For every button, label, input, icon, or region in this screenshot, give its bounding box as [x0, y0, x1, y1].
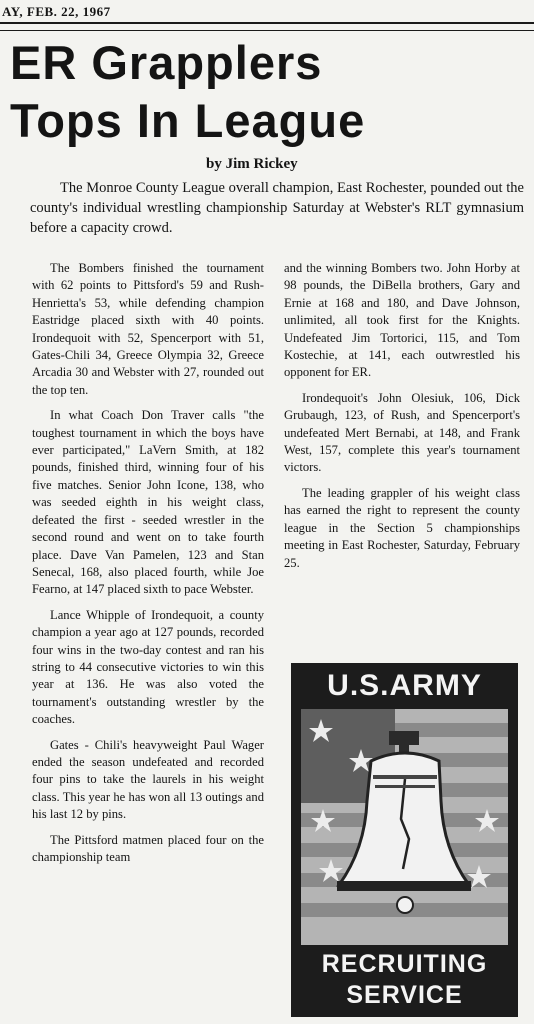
ad-recruiting-service	[291, 949, 518, 1017]
liberty-bell-icon	[301, 709, 508, 945]
byline: by Jim Rickey	[206, 156, 298, 172]
headline-line-2: Tops In League	[10, 94, 366, 147]
article-paragraph: Lance Whipple of Irondequoit, a county champion a year ago at 127 pounds, recorded four wins in the two-day contest and ran his string to 44 consecutive victories to win this year at 136. He was also voted the tournament's outstanding wrestler by the coaches.	[32, 607, 264, 727]
header-rule-bottom	[0, 30, 534, 31]
ad-title: U.S.ARMY	[327, 669, 482, 702]
header-rule-top	[0, 22, 534, 24]
article-paragraph: In what Coach Don Traver calls "the toughest tournament in which the boys have ever participated," LaVern Smith, at 182 pounds, finished third, winning four of his five matches. Senior John Icone, 138, who was seeded eighth in his weight class, defeated the first - seeded wrestler in the second round and went on to take fourth place. Dave Van Pamelen, 123 and Stan Senecal, 168, also placed fourth, while Joe Fearno, at 147 placed sixth to pace Webster.	[32, 408, 264, 597]
army-recruiting-ad	[291, 663, 518, 1017]
dateline: AY, FEB. 22, 1967	[2, 4, 111, 19]
lede-paragraph: The Monroe County League overall champion, East Rochester, pounded out the county's individual wrestling championship Saturday at Webster's RLT gymnasium before a capacity crowd.	[30, 180, 524, 236]
article-paragraph: and the winning Bombers two. John Horby at 98 pounds, the DiBella brothers, Gary and Ernie at 168 and 180, and Dave Johnson, unlimited, all took first for the Knights. Undefeated Jim Tortorici, 115, and Tom Kostechie, at 141, each outwrestled his opponent for ER.	[284, 261, 520, 380]
article-column-right	[284, 260, 520, 580]
ad-line-service: SERVICE	[346, 981, 463, 1009]
article-paragraph: Irondequoit's John Olesiuk, 106, Dick Grubaugh, 123, of Rush, and Spencerport's undefeated Mert Bernabi, at 148, and Frank West, 157, complete this year's tournament victors.	[284, 390, 520, 475]
ad-line-recruiting: RECRUITING	[321, 950, 488, 978]
headline-line-1: ER Grapplers	[10, 36, 323, 89]
headline	[10, 34, 365, 150]
article-paragraph: The leading grappler of his weight class has earned the right to represent the county league in the Section 5 championships meeting in East Rochester, Saturday, February 25.	[284, 485, 520, 570]
article-paragraph: Gates - Chili's heavyweight Paul Wager ended the season undefeated and recorded four pins to take the laurels in his weight class. This year he has won all 13 outings and his last 12 by pins.	[32, 737, 264, 822]
article-column-left	[32, 260, 264, 874]
article-paragraph: The Bombers finished the tournament with 62 points to Pittsford's 59 and Rush-Henrietta's 53, while defending champion Eastridge placed sixth with 40 points. Irondequoit with 52, Spencerport with 51, Gates-Chili 34, Greece Olympia 32, Greece Arcadia 30 and Webster with 27, rounded out the top ten.	[32, 261, 264, 397]
article-paragraph: The Pittsford matmen placed four on the championship team	[32, 832, 264, 864]
